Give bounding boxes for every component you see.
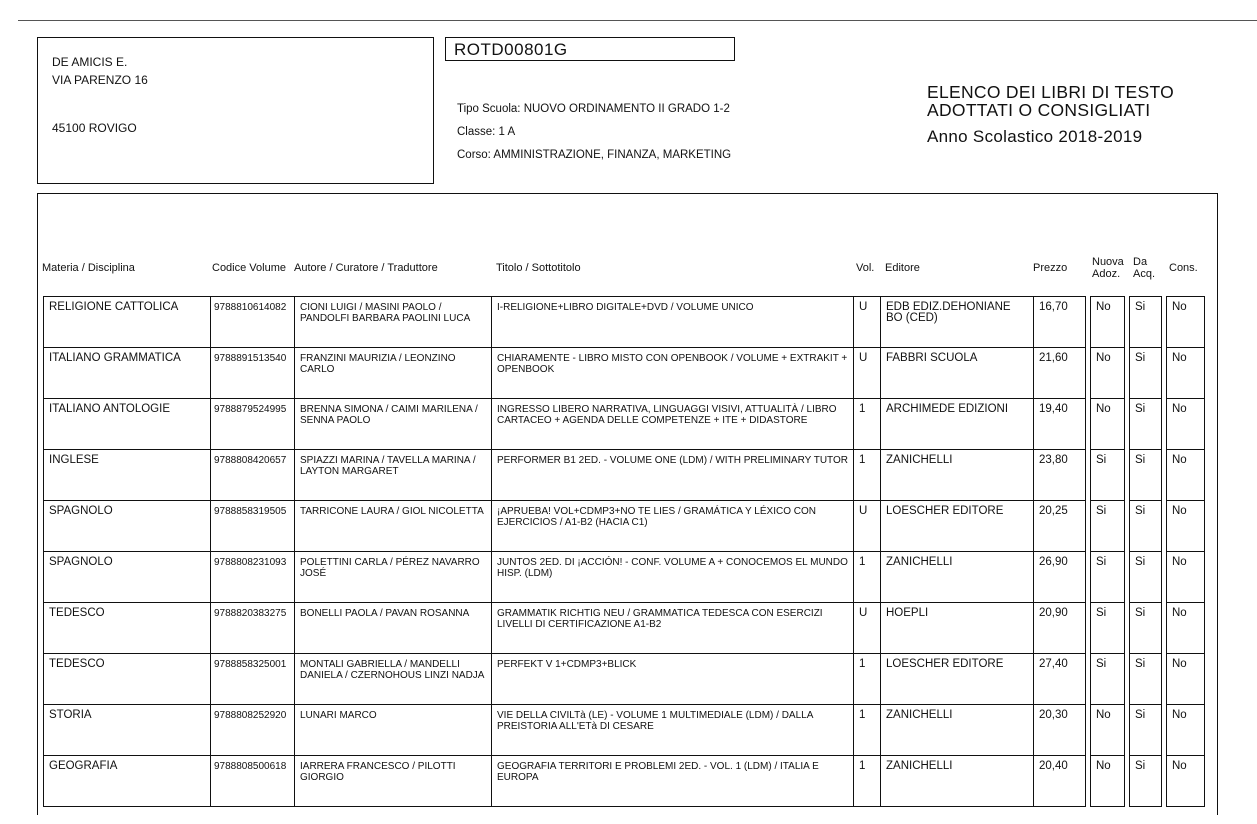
prezzo-cell: 16,70 [1034, 297, 1086, 348]
titolo-cell: GRAMMATIK RICHTIG NEU / GRAMMATICA TEDESCA CON ESERCIZI LIVELLI DI CERTIFICAZIONE A1-B2 [492, 603, 854, 654]
nuova-adoz-cell: Si [1091, 552, 1125, 603]
prezzo-cell: 27,40 [1034, 654, 1086, 705]
autore-cell: BRENNA SIMONA / CAIMI MARILENA / SENNA PAOLO [295, 399, 492, 450]
table-row [44, 654, 1205, 705]
codice-cell: 9788879524995 [211, 399, 295, 450]
school-year: Anno Scolastico 2018-2019 [927, 127, 1143, 146]
header-titolo: Titolo / Sottotitolo [496, 262, 581, 274]
classe: Classe: 1 A [457, 126, 516, 138]
editore-cell: EDB EDIZ.DEHONIANE BO (CED) [881, 297, 1034, 348]
nuova-adoz-cell: No [1091, 399, 1125, 450]
codice-cell: 9788858319505 [211, 501, 295, 552]
da-acq-cell: Si [1130, 297, 1162, 348]
nuova-adoz-cell: Si [1091, 501, 1125, 552]
da-acq-cell: Si [1130, 705, 1162, 756]
prezzo-cell: 20,30 [1034, 705, 1086, 756]
da-acq-cell: Si [1130, 501, 1162, 552]
codice-cell: 9788858325001 [211, 654, 295, 705]
da-acq-cell: Si [1130, 399, 1162, 450]
editore-cell: ZANICHELLI [881, 756, 1034, 807]
materia-cell: TEDESCO [44, 654, 211, 705]
titolo-cell: JUNTOS 2ED. DI ¡ACCIÓN! - CONF. VOLUME A + CONOCEMOS EL MUNDO HISP. (LDM) [492, 552, 854, 603]
vol-cell: 1 [854, 705, 881, 756]
header-da-1: Da [1133, 256, 1148, 268]
heading-line-1: ELENCO DEI LIBRI DI TESTO [927, 82, 1175, 102]
header-materia: Materia / Disciplina [42, 262, 135, 274]
table-row [44, 552, 1205, 603]
corso: Corso: AMMINISTRAZIONE, FINANZA, MARKETING [457, 149, 732, 161]
table-row [44, 297, 1205, 348]
header-da-acq [1133, 256, 1155, 280]
nuova-adoz-cell: Si [1091, 450, 1125, 501]
autore-cell: MONTALI GABRIELLA / MANDELLI DANIELA / CZERNOHOUS LINZI NADJA [295, 654, 492, 705]
header-nuova-adoz [1092, 256, 1124, 280]
da-acq-cell: Si [1130, 348, 1162, 399]
prezzo-cell: 19,40 [1034, 399, 1086, 450]
materia-cell: TEDESCO [44, 603, 211, 654]
materia-cell: SPAGNOLO [44, 501, 211, 552]
autore-cell: LUNARI MARCO [295, 705, 492, 756]
table-row [44, 756, 1205, 807]
school-street: VIA PARENZO 16 [52, 73, 148, 87]
da-acq-cell: Si [1130, 603, 1162, 654]
materia-cell: GEOGRAFIA [44, 756, 211, 807]
heading-line-2: ADOTTATI O CONSIGLIATI [927, 100, 1151, 120]
codice-cell: 9788810614082 [211, 297, 295, 348]
codice-cell: 9788808252920 [211, 705, 295, 756]
prezzo-cell: 20,25 [1034, 501, 1086, 552]
materia-cell: RELIGIONE CATTOLICA [44, 297, 211, 348]
vol-cell: U [854, 501, 881, 552]
autore-cell: TARRICONE LAURA / GIOL NICOLETTA [295, 501, 492, 552]
nuova-adoz-cell: No [1091, 756, 1125, 807]
titolo-cell: PERFORMER B1 2ED. - VOLUME ONE (LDM) / WITH PRELIMINARY TUTOR [492, 450, 854, 501]
da-acq-cell: Si [1130, 756, 1162, 807]
table-row [44, 348, 1205, 399]
vol-cell: 1 [854, 552, 881, 603]
school-code: ROTD00801G [445, 37, 735, 61]
vol-cell: 1 [854, 450, 881, 501]
autore-cell: FRANZINI MAURIZIA / LEONZINO CARLO [295, 348, 492, 399]
cons-cell: No [1167, 450, 1205, 501]
materia-cell: INGLESE [44, 450, 211, 501]
header-autore: Autore / Curatore / Traduttore [294, 262, 438, 274]
school-address-box [37, 37, 434, 184]
editore-cell: HOEPLI [881, 603, 1034, 654]
school-name: DE AMICIS E. [52, 55, 128, 69]
tipo-scuola: Tipo Scuola: NUOVO ORDINAMENTO II GRADO 1-2 [457, 103, 730, 115]
cons-cell: No [1167, 501, 1205, 552]
table-row [44, 399, 1205, 450]
cons-cell: No [1167, 705, 1205, 756]
materia-cell: ITALIANO ANTOLOGIE [44, 399, 211, 450]
titolo-cell: I-RELIGIONE+LIBRO DIGITALE+DVD / VOLUME UNICO [492, 297, 854, 348]
vol-cell: U [854, 348, 881, 399]
prezzo-cell: 23,80 [1034, 450, 1086, 501]
cons-cell: No [1167, 654, 1205, 705]
cons-cell: No [1167, 399, 1205, 450]
titolo-cell: VIE DELLA CIVILTà (LE) - VOLUME 1 MULTIMEDIALE (LDM) / DALLA PREISTORIA ALL'ETà DI CESARE [492, 705, 854, 756]
header-da-2: Acq. [1133, 268, 1156, 280]
da-acq-cell: Si [1130, 450, 1162, 501]
cons-cell: No [1167, 603, 1205, 654]
document-heading [927, 83, 1174, 119]
header-vol: Vol. [856, 262, 875, 274]
da-acq-cell: Si [1130, 552, 1162, 603]
editore-cell: LOESCHER EDITORE [881, 654, 1034, 705]
top-border-line [18, 20, 1257, 21]
titolo-cell: INGRESSO LIBERO NARRATIVA, LINGUAGGI VISIVI, ATTUALITÀ / LIBRO CARTACEO + AGENDA DELLE COMPETENZE + ITE + DIDASTORE [492, 399, 854, 450]
codice-cell: 9788820383275 [211, 603, 295, 654]
vol-cell: 1 [854, 654, 881, 705]
books-table [43, 296, 1205, 807]
header-prezzo: Prezzo [1033, 262, 1068, 274]
header-codice: Codice Volume [212, 262, 286, 274]
materia-cell: STORIA [44, 705, 211, 756]
header-nuova-2: Adoz. [1092, 268, 1121, 280]
materia-cell: SPAGNOLO [44, 552, 211, 603]
nuova-adoz-cell: Si [1091, 603, 1125, 654]
vol-cell: U [854, 297, 881, 348]
header-editore: Editore [885, 262, 920, 274]
editore-cell: ZANICHELLI [881, 705, 1034, 756]
prezzo-cell: 20,40 [1034, 756, 1086, 807]
nuova-adoz-cell: No [1091, 348, 1125, 399]
codice-cell: 9788808420657 [211, 450, 295, 501]
titolo-cell: GEOGRAFIA TERRITORI E PROBLEMI 2ED. - VOL. 1 (LDM) / ITALIA E EUROPA [492, 756, 854, 807]
autore-cell: CIONI LUIGI / MASINI PAOLO / PANDOLFI BARBARA PAOLINI LUCA [295, 297, 492, 348]
editore-cell: ZANICHELLI [881, 450, 1034, 501]
autore-cell: IARRERA FRANCESCO / PILOTTI GIORGIO [295, 756, 492, 807]
nuova-adoz-cell: No [1091, 705, 1125, 756]
header-cons: Cons. [1169, 262, 1198, 274]
materia-cell: ITALIANO GRAMMATICA [44, 348, 211, 399]
header-nuova-1: Nuova [1092, 256, 1124, 268]
titolo-cell: ¡APRUEBA! VOL+CDMP3+NO TE LIES / GRAMÁTICA Y LÉXICO CON EJERCICIOS / A1-B2 (HACIA C1) [492, 501, 854, 552]
titolo-cell: CHIARAMENTE - LIBRO MISTO CON OPENBOOK / VOLUME + EXTRAKIT + OPENBOOK [492, 348, 854, 399]
prezzo-cell: 26,90 [1034, 552, 1086, 603]
autore-cell: SPIAZZI MARINA / TAVELLA MARINA / LAYTON MARGARET [295, 450, 492, 501]
vol-cell: 1 [854, 756, 881, 807]
vol-cell: 1 [854, 399, 881, 450]
cons-cell: No [1167, 552, 1205, 603]
table-row [44, 450, 1205, 501]
editore-cell: LOESCHER EDITORE [881, 501, 1034, 552]
cons-cell: No [1167, 297, 1205, 348]
nuova-adoz-cell: No [1091, 297, 1125, 348]
codice-cell: 9788891513540 [211, 348, 295, 399]
editore-cell: FABBRI SCUOLA [881, 348, 1034, 399]
school-city: 45100 ROVIGO [52, 121, 137, 135]
codice-cell: 9788808500618 [211, 756, 295, 807]
table-row [44, 501, 1205, 552]
titolo-cell: PERFEKT V 1+CDMP3+BLICK [492, 654, 854, 705]
table-row [44, 603, 1205, 654]
editore-cell: ZANICHELLI [881, 552, 1034, 603]
vol-cell: U [854, 603, 881, 654]
da-acq-cell: Si [1130, 654, 1162, 705]
table-row [44, 705, 1205, 756]
editore-cell: ARCHIMEDE EDIZIONI [881, 399, 1034, 450]
prezzo-cell: 20,90 [1034, 603, 1086, 654]
autore-cell: POLETTINI CARLA / PÉREZ NAVARRO JOSÉ [295, 552, 492, 603]
autore-cell: BONELLI PAOLA / PAVAN ROSANNA [295, 603, 492, 654]
prezzo-cell: 21,60 [1034, 348, 1086, 399]
nuova-adoz-cell: Si [1091, 654, 1125, 705]
cons-cell: No [1167, 756, 1205, 807]
codice-cell: 9788808231093 [211, 552, 295, 603]
cons-cell: No [1167, 348, 1205, 399]
